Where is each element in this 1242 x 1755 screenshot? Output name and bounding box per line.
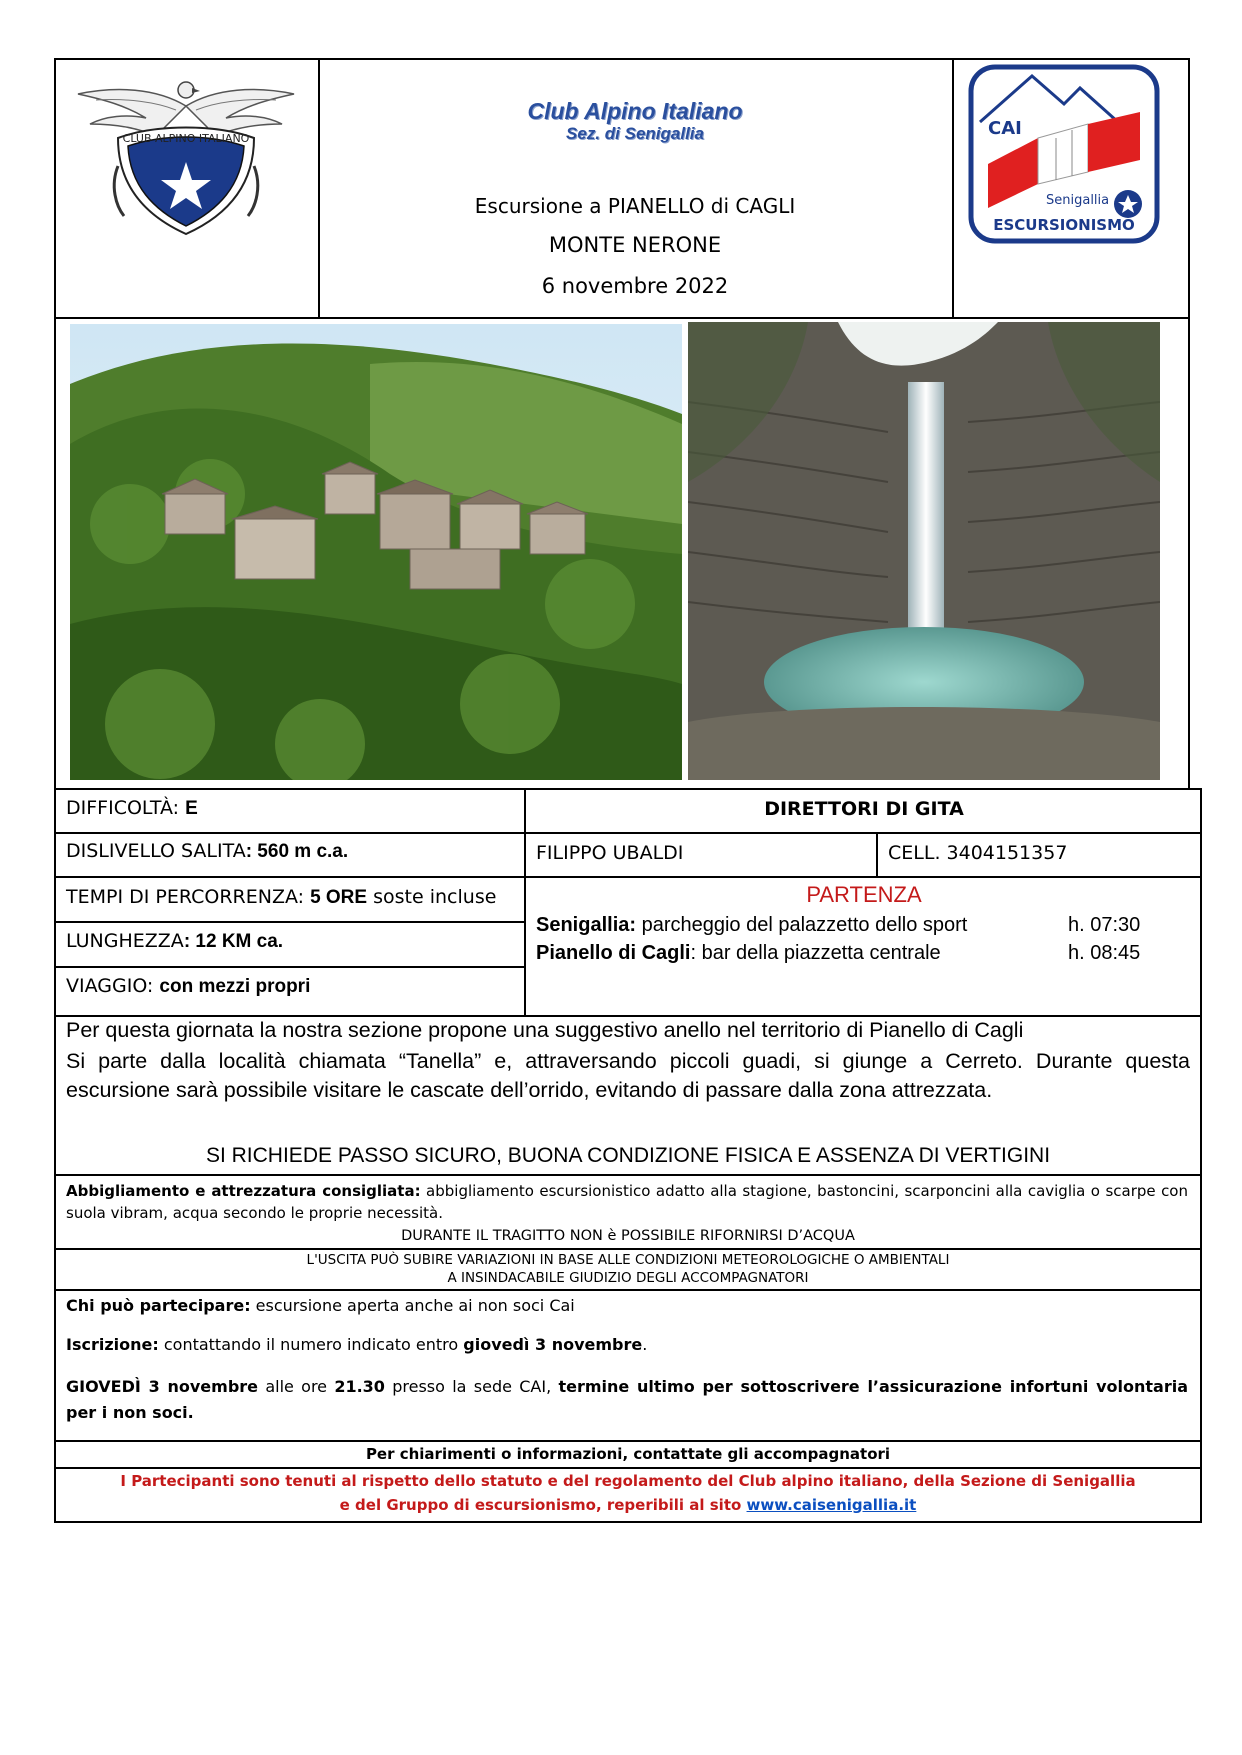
travel-value: con mezzi propri: [159, 976, 311, 997]
cai-eagle-logo: [76, 76, 296, 236]
departure-row-2: [536, 942, 941, 965]
insurance-mid2: presso la sede CAI,: [384, 1377, 559, 1396]
difficulty-label: DIFFICOLTÀ:: [66, 797, 186, 819]
right-logo-label: ESCURSIONISMO: [993, 216, 1135, 234]
departure-desc-2: : bar della piazzetta centrale: [690, 942, 941, 964]
length-row: [66, 930, 283, 953]
who-text: escursione aperta anche ai non soci Cai: [250, 1296, 575, 1315]
excursion-subtitle: MONTE NERONE: [548, 233, 722, 257]
description-line1: Per questa giornata la nostra sezione propone una suggestivo anello nel territorio di Pianello di Cagli: [66, 1018, 1024, 1042]
info-row-line-1: [54, 832, 1202, 834]
header-divider-right: [952, 58, 954, 319]
departure-place-1: Senigallia:: [536, 914, 637, 936]
departure-row-1: [536, 914, 967, 937]
director-divider: [876, 832, 878, 877]
left-logo-text: CLUB ALPINO ITALIANO: [122, 132, 250, 145]
time-value: 5 ORE: [310, 887, 368, 908]
water-note: DURANTE IL TRAGITTO NON è POSSIBILE RIFORNIRSI D’ACQUA: [401, 1228, 855, 1244]
equipment-text: [66, 1180, 1188, 1224]
club-section: Sez. di Senigallia: [566, 124, 704, 143]
excursion-date: 6 novembre 2022: [541, 274, 729, 298]
who-can-join: [66, 1296, 575, 1315]
length-value: : 12 KM ca.: [183, 931, 284, 952]
photo-frame-right: [1188, 319, 1190, 789]
right-logo-cai: CAI: [988, 118, 1022, 139]
excursion-title: Escursione a PIANELLO di CAGLI: [474, 194, 796, 218]
description-warning: SI RICHIEDE PASSO SICURO, BUONA CONDIZIONE FISICA E ASSENZA DI VERTIGINI: [205, 1144, 1051, 1167]
travel-row: [66, 975, 310, 998]
time-label: TEMPI DI PERCORRENZA:: [66, 886, 311, 908]
variation-line2: A INSINDACABILE GIUDIZIO DEGLI ACCOMPAGNATORI: [447, 1270, 809, 1286]
description-paragraph: Si parte dalla località chiamata “Tanella” e, attraversando piccoli guadi, si giunge a Cerreto. Durante questa escursione sarà possibile visitare le cascate dell’orrido, evitando di passare dalla zona attrezzata.: [66, 1049, 1190, 1102]
climb-value: : 560 m c.a.: [245, 841, 349, 862]
variation-line1: L'USCITA PUÒ SUBIRE VARIAZIONI IN BASE ALLE CONDIZIONI METEOROLOGICHE O AMBIENTALI: [306, 1252, 950, 1268]
registration-label: Iscrizione:: [66, 1335, 159, 1354]
climb-row: [66, 840, 348, 863]
equipment-body: abbigliamento escursionistico adatto alla stagione, bastoncini, scarponcini alla caviglia o scarpe con suola vibram, acqua secondo le proprie necessità.: [66, 1182, 1188, 1222]
director-name: FILIPPO UBALDI: [536, 842, 684, 864]
insurance-time: 21.30: [334, 1377, 385, 1396]
director-phone: CELL. 3404151357: [888, 842, 1068, 864]
insurance-note: [66, 1374, 1188, 1426]
travel-label: VIAGGIO:: [66, 975, 160, 997]
difficulty-row: [66, 797, 198, 820]
equipment-label: Abbigliamento e attrezzatura consigliata:: [66, 1182, 421, 1200]
climb-label: DISLIVELLO SALITA: [66, 840, 246, 862]
photo-frame-left: [54, 319, 56, 789]
departure-title: PARTENZA: [806, 882, 922, 907]
registration-end: .: [642, 1335, 648, 1354]
rules-line2-text: e del Gruppo di escursionismo, reperibili al sito: [339, 1496, 747, 1514]
club-name: Club Alpino Italiano: [527, 98, 743, 124]
time-row: [66, 886, 496, 909]
contact-note: Per chiarimenti o informazioni, contattate gli accompagnatori: [365, 1445, 891, 1463]
departure-time-2: h. 08:45: [1068, 942, 1141, 964]
departure-place-2: Pianello di Cagli: [536, 942, 691, 964]
registration-text: contattando il numero indicato entro: [158, 1335, 464, 1354]
insurance-mid1: alle ore: [258, 1377, 335, 1396]
info-row-line-3: [54, 921, 526, 923]
departure-desc-1: parcheggio del palazzetto dello sport: [636, 914, 968, 936]
info-row-line-4: [54, 966, 526, 968]
rules-line1: I Partecipanti sono tenuti al rispetto dello statuto e del regolamento del Club alpino italiano, della Sezione di Senigallia: [120, 1472, 1136, 1490]
escursionismo-logo: [968, 64, 1160, 244]
insurance-deadline: termine ultimo per sottoscrivere l’assicurazione infortuni volontaria per i non soci.: [66, 1377, 1189, 1422]
time-suffix: soste incluse: [367, 886, 497, 908]
insurance-day: GIOVEDÌ 3 novembre: [66, 1377, 259, 1396]
waterfall-photo: [688, 322, 1160, 780]
who-label: Chi può partecipare:: [66, 1296, 251, 1315]
departure-time-1: h. 07:30: [1068, 914, 1141, 936]
info-row-line-2: [54, 876, 1202, 878]
registration-date: giovedì 3 novembre: [463, 1335, 643, 1354]
rules-line2: [54, 1496, 1202, 1514]
directors-title: DIRETTORI DI GITA: [764, 798, 964, 820]
right-logo-city: Senigallia: [1046, 193, 1110, 208]
website-link[interactable]: www.caisenigallia.it: [746, 1496, 917, 1514]
length-label: LUNGHEZZA: [66, 930, 184, 952]
registration: [66, 1335, 647, 1354]
village-photo: [70, 324, 682, 780]
difficulty-value: E: [185, 798, 198, 819]
